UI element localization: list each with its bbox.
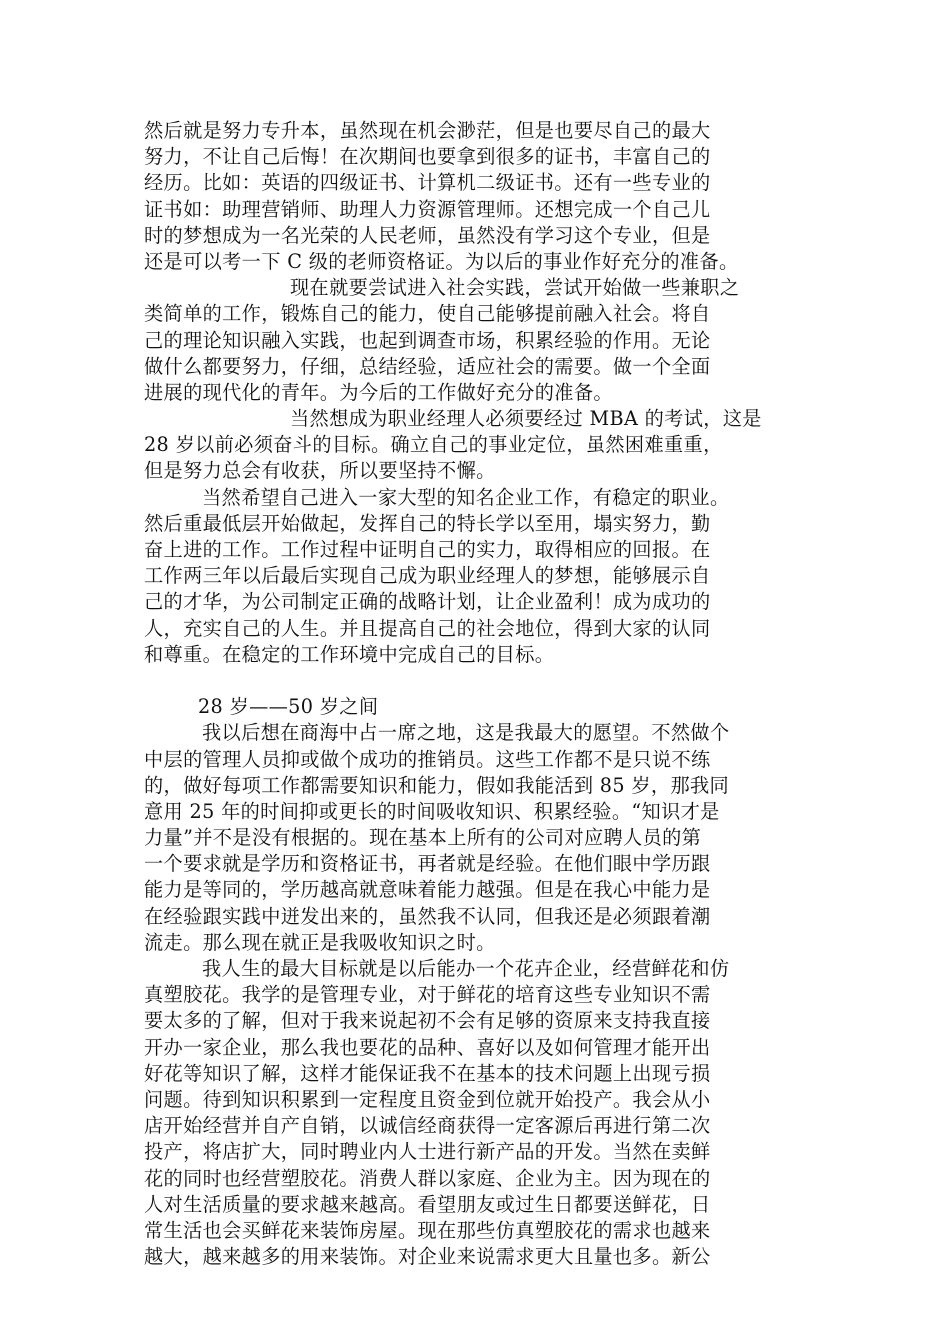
text-line: 和尊重。在稳定的工作环境中完成自己的目标。 xyxy=(144,642,555,666)
text-line: 开办一家企业，那么我也要花的品种、喜好以及如何管理才能开出 xyxy=(144,1035,711,1059)
text-line: 问题。待到知识积累到一定程度且资金到位就开始投产。我会从小 xyxy=(144,1087,711,1111)
paragraph-company-career xyxy=(144,485,809,668)
text-line: 工作两三年以后最后实现自己成为职业经理人的梦想，能够展示自 xyxy=(144,564,711,588)
text-line: 真塑胶花。我学的是管理专业，对于鲜花的培育这些专业知识不需 xyxy=(144,983,711,1007)
text-line: 进展的现代化的青年。为今后的工作做好充分的准备。 xyxy=(144,380,613,404)
text-line: 流走。那么现在就正是我吸收知识之时。 xyxy=(144,930,496,954)
text-line: 中层的管理人员抑或做个成功的推销员。这些工作都不是只说不练 xyxy=(144,747,711,771)
text-line: 常生活也会买鲜花来装饰房屋。现在那些仿真塑胶花的需求也越来 xyxy=(144,1218,711,1242)
text-line: 类简单的工作，锻炼自己的能力，使自己能够提前融入社会。将自 xyxy=(144,302,711,326)
text-line: 现在就要尝试进入社会实践，尝试开始做一些兼职之 xyxy=(290,276,740,300)
text-line: 当然想成为职业经理人必须要经过 MBA 的考试，这是 xyxy=(290,407,762,431)
text-line: 越大，越来越多的用来装饰。对企业来说需求更大且量也多。新公 xyxy=(144,1245,711,1269)
document-body xyxy=(144,118,809,1270)
text-line: 努力，不让自己后悔！在次期间也要拿到很多的证书，丰富自己的 xyxy=(144,145,711,169)
text-line: 做什么都要努力，仔细，总结经验，适应社会的需要。做一个全面 xyxy=(144,354,711,378)
text-line: 我以后想在商海中占一席之地，这是我最大的愿望。不然做个 xyxy=(202,721,730,745)
text-line: 时的梦想成为一名光荣的人民老师，虽然没有学习这个专业，但是 xyxy=(144,223,711,247)
text-line: 的，做好每项工作都需要知识和能力，假如我能活到 85 岁，那我同 xyxy=(144,773,730,797)
text-line: 然后重最低层开始做起，发挥自己的特长学以至用，塌实努力，勤 xyxy=(144,511,711,535)
section-heading: 28 岁——50 岁之间 xyxy=(198,695,379,719)
section-heading-28-to-50 xyxy=(144,694,809,720)
text-line: 花的同时也经营塑胶花。消费人群以家庭、企业为主。因为现在的 xyxy=(144,1166,711,1190)
text-line: 我人生的最大目标就是以后能办一个花卉企业，经营鲜花和仿 xyxy=(202,957,730,980)
text-line: 店开始经营并自产自销，以诚信经商获得一定客源后再进行第二次 xyxy=(144,1114,711,1138)
text-line: 己的理论知识融入实践，也起到调查市场，积累经验的作用。无论 xyxy=(144,328,711,352)
text-line: 一个要求就是学历和资格证书，再者就是经验。在他们眼中学历跟 xyxy=(144,852,711,876)
text-line: 投产，将店扩大，同时聘业内人士进行新产品的开发。当然在卖鲜 xyxy=(144,1140,711,1164)
paragraph-mba-goal xyxy=(144,406,809,485)
paragraph-flower-enterprise xyxy=(144,956,809,1270)
paragraph-social-practice xyxy=(144,275,809,406)
text-line: 28 岁以前必须奋斗的目标。确立自己的事业定位，虽然困难重重， xyxy=(144,433,723,457)
text-line: 力量”并不是没有根据的。现在基本上所有的公司对应聘人员的第 xyxy=(144,826,702,850)
text-line: 意用 25 年的时间抑或更长的时间吸收知识、积累经验。“知识才是 xyxy=(144,799,720,823)
text-line: 己的才华，为公司制定正确的战略计划，让企业盈利！成为成功的 xyxy=(144,590,711,614)
text-line: 当然希望自己进入一家大型的知名企业工作，有稳定的职业。 xyxy=(202,485,730,509)
text-line: 人对生活质量的要求越来越高。看望朋友或过生日都要送鲜花，日 xyxy=(144,1192,711,1216)
paragraph-business-wish xyxy=(144,720,809,956)
text-line: 要太多的了解，但对于我来说起初不会有足够的资原来支持我直接 xyxy=(144,1009,711,1033)
text-line: 能力是等同的，学历越高就意味着能力越强。但是在我心中能力是 xyxy=(144,878,711,902)
text-line: 证书如：助理营销师、助理人力资源管理师。还想完成一个自己儿 xyxy=(144,197,711,221)
text-line: 但是努力总会有收获，所以要坚持不懈。 xyxy=(144,459,496,483)
text-line: 好花等知识了解，这样才能保证我不在基本的技术问题上出现亏损 xyxy=(144,1061,711,1085)
paragraph-upgrade-plan xyxy=(144,118,809,275)
text-line: 人，充实自己的人生。并且提高自己的社会地位，得到大家的认同 xyxy=(144,616,711,640)
text-line: 还是可以考一下 C 级的老师资格证。为以后的事业作好充分的准备。 xyxy=(144,249,739,273)
text-line: 奋上进的工作。工作过程中证明自己的实力，取得相应的回报。在 xyxy=(144,538,711,561)
text-line: 然后就是努力专升本，虽然现在机会渺茫，但是也要尽自己的最大 xyxy=(144,119,711,142)
text-line: 在经验跟实践中迸发出来的，虽然我不认同，但我还是必须跟着潮 xyxy=(144,904,711,928)
paragraph-spacer xyxy=(144,668,809,694)
text-line: 经历。比如：英语的四级证书、计算机二级证书。还有一些专业的 xyxy=(144,171,711,195)
